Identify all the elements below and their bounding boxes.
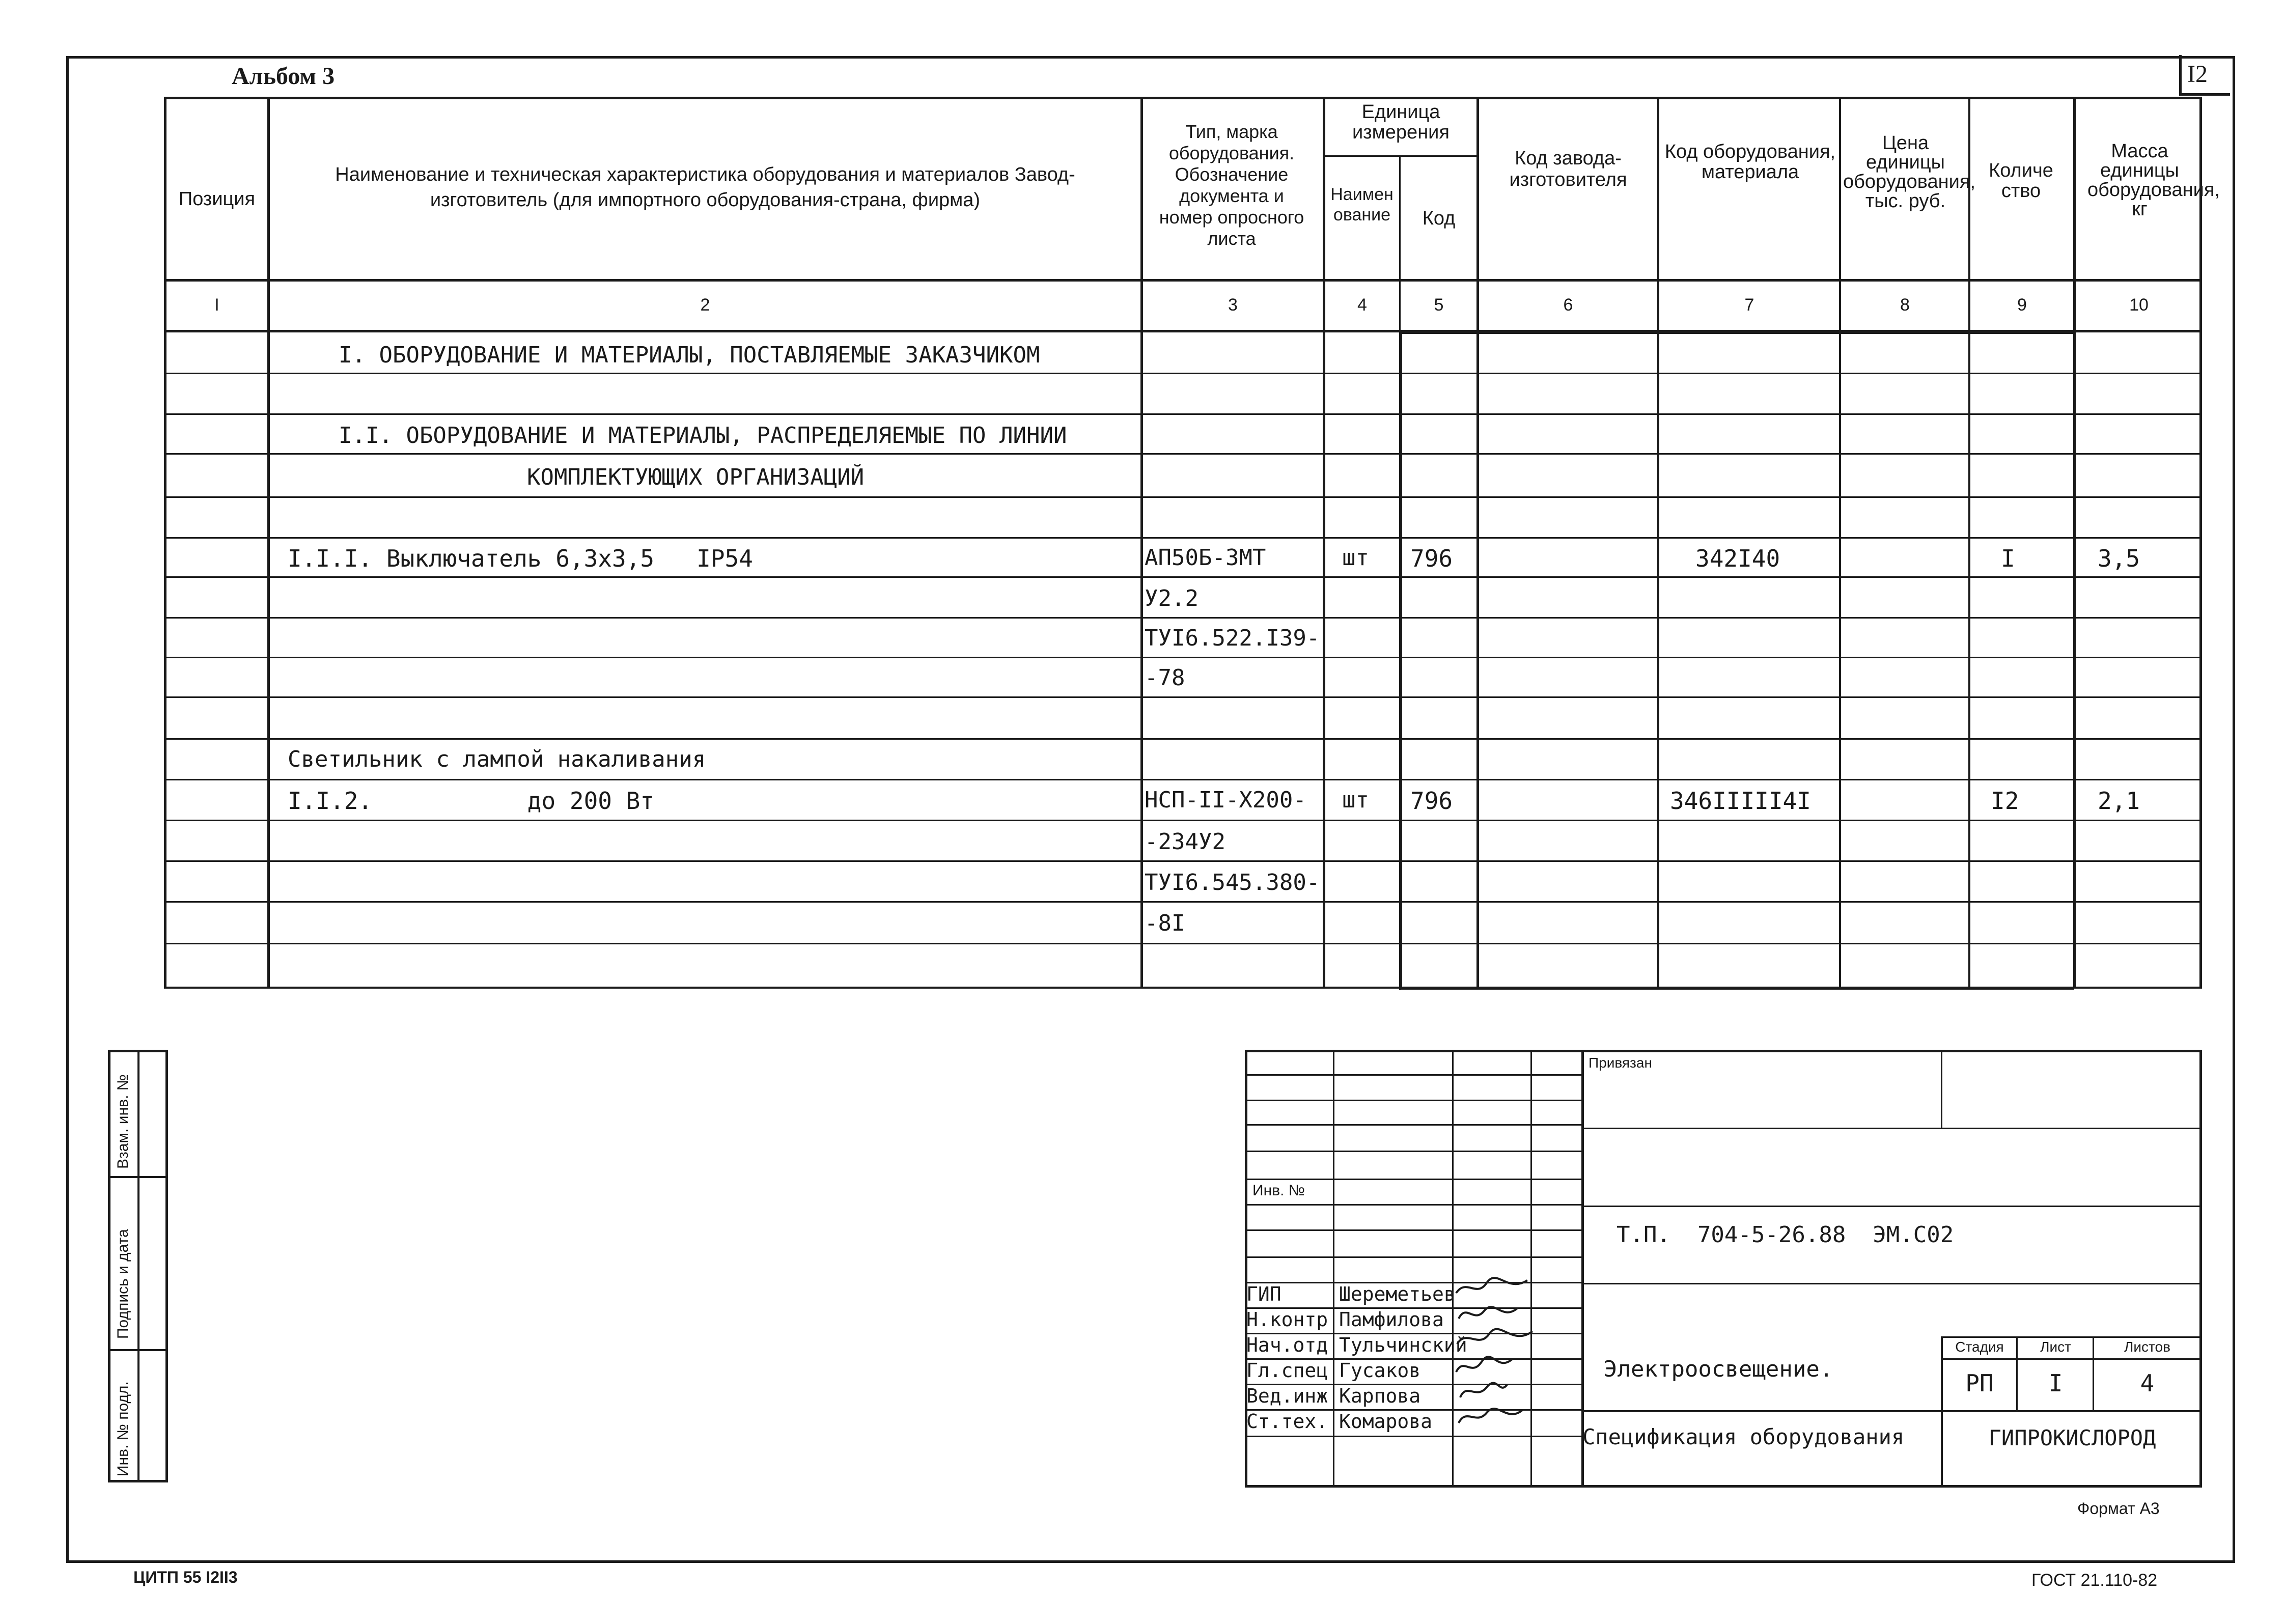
section-heading-2: I.I. ОБОРУДОВАНИЕ И МАТЕРИАЛЫ, РАСПРЕДЕЛЯЕМЫЕ ПО ЛИНИИ — [339, 423, 1067, 449]
footer-right-standard: ГОСТ 21.110-82 — [2031, 1571, 2158, 1590]
row-line — [164, 820, 2202, 821]
col-num-1: I — [214, 295, 219, 315]
side-stamp-line — [108, 1176, 168, 1178]
stamp-row — [1245, 1100, 1582, 1101]
side-stamp-label-1: Взам. инв. № — [115, 1074, 131, 1169]
stamp-title-1: Электроосвещение. — [1604, 1356, 1833, 1382]
row-line — [164, 373, 2202, 374]
stamp-row — [1245, 1074, 1582, 1076]
col-line-6 — [1657, 97, 1659, 988]
stamp-sheets-value: 4 — [2140, 1369, 2155, 1397]
stamp-row — [1245, 1204, 1582, 1206]
side-stamp-label-3: Инв. № подл. — [115, 1381, 131, 1476]
col-num-8: 8 — [1900, 295, 1910, 315]
item-2-equip-code: 346IIIII4I — [1670, 787, 1811, 815]
row-line — [164, 496, 2202, 498]
row-line — [164, 413, 2202, 415]
col-num-10: 10 — [2129, 295, 2149, 315]
item-2-group-name: Светильник с лампой накаливания — [288, 746, 706, 772]
stamp-inv-no-label: Инв. № — [1252, 1182, 1305, 1199]
item-1-unit: шт — [1342, 545, 1369, 571]
section-heading-1: I. ОБОРУДОВАНИЕ И МАТЕРИАЛЫ, ПОСТАВЛЯЕМЫЕ ЗАКАЗЧИКОМ — [339, 342, 1040, 368]
item-2-code: 796 — [1410, 787, 1453, 815]
stamp-title-2: Спецификация оборудования — [1582, 1424, 1905, 1449]
stamp-main-divider — [1581, 1050, 1584, 1488]
col-num-9: 9 — [2017, 295, 2027, 315]
stamp-person-0: Шереметьев — [1339, 1283, 1456, 1305]
item-2-type: НСП-II-Х200- — [1145, 787, 1306, 813]
col-num-7: 7 — [1744, 295, 1754, 315]
header-bottom-line — [164, 279, 2202, 282]
stamp-organization: ГИПРОКИСЛОРОД — [1988, 1425, 2156, 1450]
item-1-type-line3: ТУI6.522.I39- — [1145, 625, 1320, 651]
stamp-col — [1333, 1050, 1334, 1488]
stamp-right-row — [1581, 1128, 2202, 1129]
bold-box-top — [1399, 331, 2074, 334]
stamp-right-row — [1581, 1283, 2202, 1284]
corner-sheet-number: I2 — [2187, 61, 2208, 88]
header-unit-name: Наименование — [1330, 185, 1394, 225]
row-line — [164, 617, 2202, 619]
row-line — [164, 779, 2202, 780]
header-unit-group: Единица измерения — [1352, 101, 1450, 143]
item-1-mass: 3,5 — [2098, 545, 2140, 572]
item-2-qty: I2 — [1991, 787, 2019, 815]
header-type: Тип, марка оборудования. Обозначение документа и номер опросного листа — [1159, 121, 1304, 249]
stamp-stage-value: РП — [1965, 1369, 1994, 1397]
col-num-3: 3 — [1228, 295, 1238, 315]
row-line — [164, 860, 2202, 862]
col-line-2 — [1140, 97, 1143, 988]
header-position: Позиция — [178, 188, 256, 210]
stamp-row — [1245, 1256, 1582, 1258]
item-2-name: I.I.2. до 200 Вт — [288, 787, 655, 815]
item-1-code: 796 — [1410, 545, 1453, 572]
col-num-6: 6 — [1563, 295, 1573, 315]
col-num-5: 5 — [1434, 295, 1444, 315]
stamp-row — [1245, 1151, 1582, 1152]
header-name: Наименование и техническая характеристика оборудования и материалов Завод-изготовитель (для импортного оборудования-страна, фирма) — [335, 164, 1075, 211]
col-line-3 — [1323, 97, 1325, 988]
stamp-sheet-label: Лист — [2040, 1339, 2071, 1355]
format-label: Формат А3 — [2077, 1499, 2160, 1518]
row-line — [164, 738, 2202, 740]
stamp-sheets-label: Листов — [2124, 1339, 2170, 1355]
col-line-8 — [1968, 97, 1970, 988]
stamp-stage-top — [1941, 1336, 2202, 1338]
stamp-designation: Т.П. 704-5-26.88 ЭМ.С02 — [1617, 1222, 1954, 1248]
section-heading-2-cont: КОМПЛЕКТУЮЩИХ ОРГАНИЗАЦИЙ — [527, 464, 865, 490]
stamp-sheets-col — [2093, 1336, 2094, 1410]
stamp-person-4: Карпова — [1339, 1385, 1421, 1407]
stamp-role-4: Вед.инж — [1246, 1385, 1328, 1407]
stamp-right-col — [1941, 1050, 1942, 1128]
side-stamp-divider — [137, 1050, 140, 1482]
stamp-right-row-bold — [1581, 1410, 2202, 1412]
stamp-row — [1245, 1124, 1582, 1126]
stamp-privyazan-label: Привязан — [1589, 1055, 1652, 1071]
stamp-role-3: Гл.спец — [1246, 1359, 1328, 1382]
stamp-role-1: Н.контр — [1246, 1308, 1328, 1331]
stamp-role-2: Нач.отд — [1246, 1334, 1328, 1356]
footer-left-code: ЦИТП 55 I2II3 — [133, 1568, 238, 1586]
row-line — [164, 537, 2202, 539]
stamp-role-0: ГИП — [1246, 1283, 1281, 1305]
row-line — [164, 901, 2202, 903]
header-equip-code: Код оборудования, материала — [1664, 141, 1836, 183]
header-price: Цена единицы оборудования, тыс. руб. — [1843, 132, 1976, 212]
table-body-bottom — [164, 987, 2202, 989]
row-line — [164, 943, 2202, 944]
item-2-type-line4: -8I — [1145, 910, 1185, 936]
stamp-person-1: Памфилова — [1339, 1308, 1444, 1331]
stamp-sheet-value: I — [2048, 1369, 2063, 1397]
header-mass: Масса единицы оборудования, кг — [2087, 141, 2220, 220]
item-1-equip-code: 342I40 — [1695, 545, 1780, 572]
item-2-type-line2: -234У2 — [1145, 829, 1225, 855]
album-label: Альбом 3 — [232, 63, 335, 90]
stamp-row — [1245, 1229, 1582, 1231]
row-line — [164, 576, 2202, 578]
row-line — [164, 453, 2202, 455]
side-stamp-label-2: Подпись и дата — [115, 1229, 131, 1339]
col-line-1 — [267, 97, 270, 988]
header-unit-code: Код — [1422, 208, 1456, 229]
header-qty: Количество — [1989, 160, 2053, 202]
col-line-7 — [1839, 97, 1841, 988]
side-stamp-line — [108, 1349, 168, 1351]
stamp-stage-label: Стадия — [1955, 1339, 2004, 1355]
item-2-type-line3: ТУI6.545.380- — [1145, 870, 1320, 895]
stamp-person-3: Гусаков — [1339, 1359, 1421, 1382]
item-2-unit: шт — [1342, 787, 1369, 813]
stamp-row — [1245, 1179, 1582, 1180]
stamp-stage-label-line — [1941, 1358, 2202, 1360]
item-2-mass: 2,1 — [2098, 787, 2140, 815]
col-num-2: 2 — [700, 295, 710, 315]
stamp-right-row — [1581, 1206, 2202, 1207]
item-1-qty: I — [2001, 545, 2015, 572]
row-line — [164, 657, 2202, 658]
stamp-role-5: Ст.тех. — [1246, 1410, 1328, 1433]
stamp-person-2: Тульчинский — [1339, 1334, 1467, 1356]
item-1-type: АП50Б-3МТ — [1145, 545, 1266, 571]
col-line-9 — [2073, 97, 2076, 988]
signature-scribbles — [1451, 1273, 1538, 1441]
header-factory-code: Код завода-изготовителя — [1509, 148, 1627, 190]
item-1-type-line4: -78 — [1145, 665, 1185, 691]
stamp-person-5: Комарова — [1339, 1410, 1433, 1433]
stamp-sheet-col — [2016, 1336, 2018, 1410]
row-line — [164, 696, 2202, 698]
col-line-5 — [1476, 97, 1479, 988]
item-1-name: I.I.I. Выключатель 6,3х3,5 IP54 — [288, 545, 753, 572]
item-1-type-line2: У2.2 — [1145, 585, 1199, 611]
bold-box-left — [1399, 331, 1402, 988]
col-num-4: 4 — [1357, 295, 1367, 315]
